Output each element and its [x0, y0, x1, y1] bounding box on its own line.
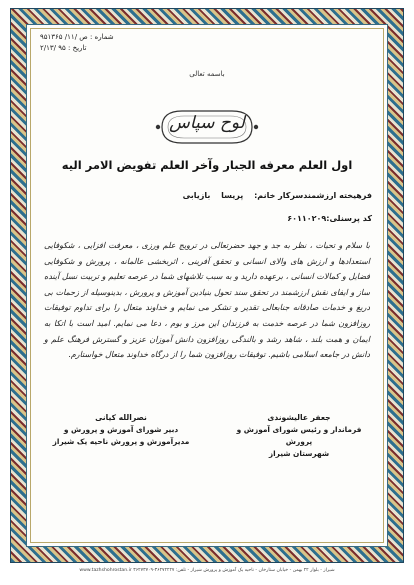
serial-block: [40, 32, 114, 54]
headline-quote: اول العلم معرفه الجبار وآخر العلم تفویض الامر الیه: [61, 158, 353, 172]
signer-title-right: فرماندار و رئیس شورای آموزش و پرورش: [236, 425, 362, 446]
serial-number: شماره : ص /۱۱/ ۹۵۱۳۶۵: [40, 33, 114, 41]
signature-education-director: [46, 412, 196, 448]
signer-name-right: جعفر عالیشوندی: [267, 413, 331, 422]
signer-place-right: شهرستان شیراز: [268, 449, 330, 458]
footer-address: شیراز - بلوار ۲۲ بهمن - خیابان ستارخان - ناحیه یک آموزش و پرورش شیراز - تلفن: ۳۶۲۷۲۲۲۷-۳۶۲۷۳۷۰۹ www.tazhshohrostan.ir: [79, 568, 335, 573]
recipient-line: [175, 191, 372, 200]
appreciation-body: با سلام و تحیات ، نظر به جد و جهد حضرتعالی در ترویج علم ورزی ، معرفت افزایی ، شکوفایی استعدادها و ارزش های والای انسانی و تحقق آفرینی ، اثربخشی عالمانه ، پرورش و شکوفایی فضایل و کمالات انسانی ، برعهده دارید و به سبب تلاشهای شما در عرصه تعلیم و تربیت نسل آینده ساز و ایفای نقش ارزشمند در تحقق سند تحول بنیادین آموزش و پرورش ، بدینوسیله از زحمات بی دریغ و خدمات صادقانه جنابعالی تقدیر و تشکر می نمایم و خداوند متعال را برای تداوم توفیقات روزافزون شما در عرصه خدمت به فرزندان این مرز و بوم ، دعا می نمایم. امید است با اتکا به ایمان و همت بلند ، شاهد رشد و بالندگی روزافزون دانش آموزان عزیز و گسترش فرهنگ علم و دانش در جامعه اسلامی باشیم. توفیقات روزافزون شما را از درگاه خداوند متعال خواستارم.: [44, 241, 370, 360]
signer-name-left: نصرالله کیانی: [95, 413, 147, 422]
signer-subtitle-left: مدیرآموزش و پرورش ناحیه یک شیراز: [52, 437, 190, 446]
signature-governor: [224, 412, 374, 460]
personnel-code: کد پرسنلی:۶۰۱۱۰۲۰۹: [287, 214, 372, 223]
recipient-last-name: بازیابی: [182, 191, 211, 200]
recipient-prefix: فرهیخته ارزشمندسرکار خانم:: [254, 191, 372, 200]
serial-date: تاریخ : ۹۵ /۲/۱۳: [40, 44, 87, 52]
recipient-first-name: پریسا: [221, 191, 244, 200]
basmala: باسمه تعالی: [189, 70, 225, 78]
signer-title-left: دبیر شورای آموزش و پرورش و: [63, 425, 179, 434]
plaque-title-emblem: [152, 105, 262, 149]
plaque-title: لوح سپاس: [169, 113, 245, 133]
